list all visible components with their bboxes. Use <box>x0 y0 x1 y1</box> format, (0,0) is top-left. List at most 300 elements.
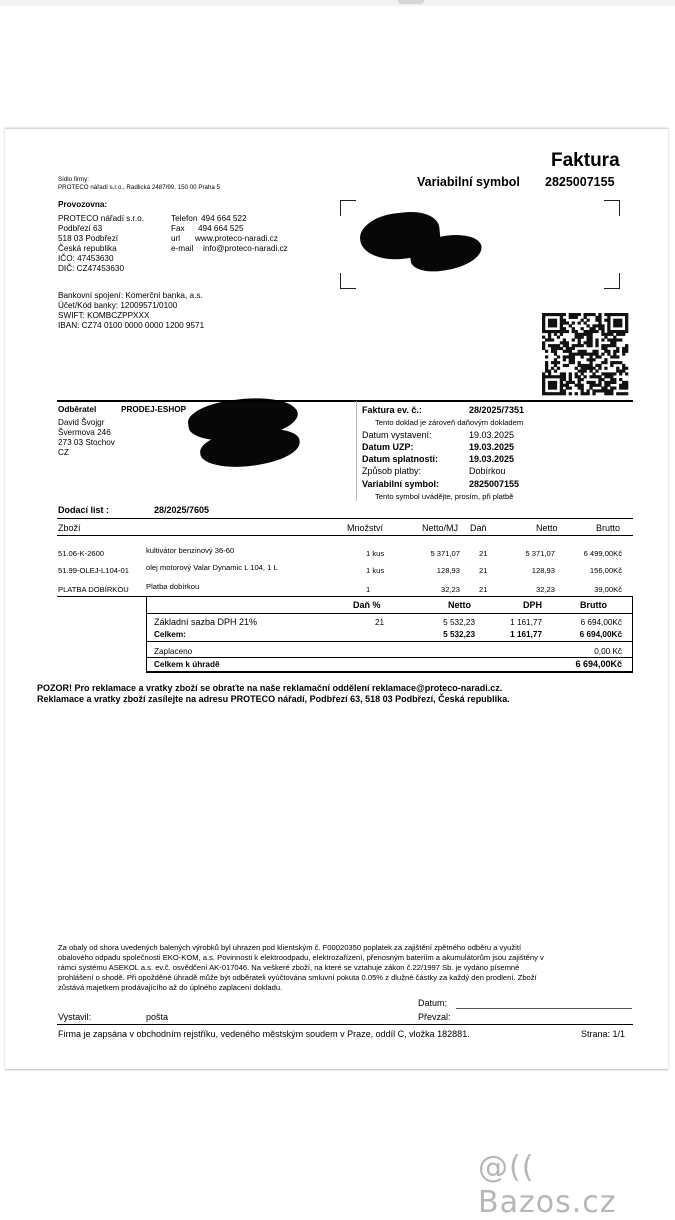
qr-module <box>601 344 604 347</box>
qr-module <box>578 321 581 324</box>
qr-module <box>548 384 551 387</box>
footer-rule <box>57 1024 633 1025</box>
qr-module <box>613 336 616 339</box>
qr-module <box>586 353 589 356</box>
qr-module <box>566 350 569 353</box>
qr-module <box>616 367 619 370</box>
eko-text-line: obalového odpadu společnosti EKO-KOM, a.s. Povinnosti k elektroodpadu, elektrozařízení, přenosným bateriím a akumulátorům jsou zajištěny v <box>58 953 544 962</box>
qr-module <box>586 364 589 367</box>
qr-module <box>560 384 563 387</box>
qr-module <box>566 381 569 384</box>
qr-module <box>548 344 551 347</box>
qr-module <box>589 364 592 367</box>
qr-module <box>578 378 581 381</box>
qr-module <box>595 353 598 356</box>
qr-module <box>581 319 584 322</box>
qr-module <box>584 313 587 316</box>
qr-module <box>625 327 628 330</box>
qr-module <box>586 338 589 341</box>
bazos-watermark: @(( Bazos.cz <box>478 1150 617 1220</box>
qr-module <box>625 330 628 333</box>
qr-module <box>601 361 604 364</box>
qr-module <box>622 313 625 316</box>
qr-module <box>575 392 578 395</box>
bank-swift: SWIFT: KOMBCZPPXXX <box>58 311 150 320</box>
summary-left-rule <box>146 596 147 672</box>
qr-module <box>551 321 554 324</box>
qr-module <box>560 378 563 381</box>
qr-module <box>578 341 581 344</box>
qr-module <box>625 313 628 316</box>
qr-module <box>584 367 587 370</box>
qr-module <box>581 367 584 370</box>
qr-module <box>589 344 592 347</box>
qr-module <box>572 321 575 324</box>
qr-module <box>578 333 581 336</box>
qr-module <box>586 367 589 370</box>
qr-module <box>569 313 572 316</box>
qr-module <box>589 341 592 344</box>
qr-module <box>542 327 545 330</box>
qr-module <box>542 313 545 316</box>
qr-module <box>607 338 610 341</box>
qr-module <box>595 350 598 353</box>
qr-module <box>604 361 607 364</box>
qr-module <box>595 355 598 358</box>
qr-module <box>613 378 616 381</box>
due-date-value: 19.03.2025 <box>469 454 515 464</box>
qr-module <box>548 392 551 395</box>
qr-module <box>563 378 566 381</box>
col-header-tax: Daň <box>470 523 487 533</box>
summary-header-vat: DPH <box>523 600 543 610</box>
complaint-notice-line2: Reklamace a vratky zboží zasílejte na adresu PROTECO nářadí, Podbřezí 63, 518 03 Podbřezí, Česká republika. <box>37 694 510 704</box>
qr-module <box>554 392 557 395</box>
qr-module <box>604 389 607 392</box>
qr-module <box>578 338 581 341</box>
qr-module <box>572 347 575 350</box>
qr-module <box>572 355 575 358</box>
qr-module <box>548 336 551 339</box>
qr-module <box>581 392 584 395</box>
qr-module <box>616 338 619 341</box>
qr-module <box>551 324 554 327</box>
qr-module <box>545 375 548 378</box>
customer-street: Švermova 246 <box>58 428 111 437</box>
qr-module <box>610 364 613 367</box>
qr-module <box>575 384 578 387</box>
qr-module <box>563 350 566 353</box>
eko-text-line: zůstává majetkem prodávajícího až do úplného zaplacení dokladu. <box>58 983 283 992</box>
qr-module <box>589 358 592 361</box>
qr-module <box>598 355 601 358</box>
qr-module <box>569 378 572 381</box>
item-tax: 21 <box>479 549 488 558</box>
invoice-number-label: Faktura ev. č.: <box>362 405 422 415</box>
eko-text-line: Za obaly od shora uvedených balených výrobků byl uhrazen pod klientským č. F00020350 poplatek za zajištění zpětného odběru a využití <box>58 943 522 952</box>
address-window-corner-tr <box>604 200 620 216</box>
bank-iban: IBAN: CZ74 0100 0000 0000 1200 9571 <box>58 321 205 330</box>
qr-module <box>610 341 613 344</box>
qr-module <box>607 330 610 333</box>
qr-module <box>604 347 607 350</box>
bank-name: Bankovní spojení: Komerční banka, a.s. <box>58 291 203 300</box>
qr-module <box>598 375 601 378</box>
qr-module <box>604 367 607 370</box>
qr-module <box>625 367 628 370</box>
qr-module <box>604 372 607 375</box>
qr-module <box>563 338 566 341</box>
contact-url-value[interactable]: www.proteco-naradi.cz <box>195 234 278 243</box>
item-name: kultivátor benzinový 36-60 <box>146 546 235 555</box>
qr-module <box>622 364 625 367</box>
qr-module <box>551 313 554 316</box>
qr-module <box>554 358 557 361</box>
customer-country: CZ <box>58 448 69 457</box>
summary-header-gross: Brutto <box>580 600 607 610</box>
qr-module <box>604 350 607 353</box>
qr-module <box>598 384 601 387</box>
qr-module <box>604 333 607 336</box>
qr-module <box>569 392 572 395</box>
qr-module <box>592 350 595 353</box>
qr-module <box>598 389 601 392</box>
amount-due-value: 6 694,00Kč <box>575 659 622 669</box>
qr-module <box>589 330 592 333</box>
qr-module <box>592 313 595 316</box>
qr-module <box>589 375 592 378</box>
qr-module <box>586 333 589 336</box>
qr-module <box>545 392 548 395</box>
eko-text-line: prohlášení o shodě. Při opožděné úhradě může být odběrateli vyúčtována smluvní pokuta 0.05% z dlužné částky za každý den prodlení. Zboží <box>58 973 537 982</box>
qr-module <box>601 347 604 350</box>
qr-module <box>625 372 628 375</box>
qr-module <box>569 324 572 327</box>
qr-module <box>554 313 557 316</box>
qr-module <box>545 361 548 364</box>
qr-module <box>589 327 592 330</box>
qr-module <box>586 324 589 327</box>
qr-module <box>607 333 610 336</box>
qr-module <box>560 333 563 336</box>
qr-module <box>566 355 569 358</box>
item-gross: 6 499,00Kč <box>583 549 622 558</box>
qr-module <box>595 316 598 319</box>
qr-module <box>616 361 619 364</box>
qr-module <box>592 358 595 361</box>
qr-module <box>592 353 595 356</box>
qr-module <box>557 313 560 316</box>
table-header-rule <box>57 535 633 536</box>
qr-module <box>578 370 581 373</box>
qr-module <box>566 344 569 347</box>
summary-paid-rule <box>146 657 633 658</box>
qr-module <box>542 344 545 347</box>
qr-module <box>560 372 563 375</box>
qr-module <box>613 338 616 341</box>
qr-module <box>545 370 548 373</box>
doc-title: Faktura <box>551 150 620 171</box>
item-qty: 1 kus <box>366 566 385 575</box>
qr-module <box>592 367 595 370</box>
qr-module <box>584 321 587 324</box>
qr-module <box>557 330 560 333</box>
qr-module <box>619 319 622 322</box>
qr-module <box>566 330 569 333</box>
qr-module <box>542 387 545 390</box>
qr-module <box>542 372 545 375</box>
qr-module <box>554 375 557 378</box>
qr-module <box>622 367 625 370</box>
qr-module <box>613 324 616 327</box>
qr-module <box>584 330 587 333</box>
qr-module <box>598 367 601 370</box>
qr-module <box>616 355 619 358</box>
company-register: Firma je zapsána v obchodním rejstříku, vedeného městským soudem v Praze, oddíl C, vložka 182881. <box>58 1029 470 1039</box>
summary-header-rule <box>146 613 633 614</box>
item-unit-net: 5 371,07 <box>430 549 460 558</box>
summary-right-rule <box>632 596 633 672</box>
qr-module <box>572 361 575 364</box>
qr-module <box>545 313 548 316</box>
qr-module <box>589 387 592 390</box>
qr-module <box>619 392 622 395</box>
vat-base-gross: 6 694,00Kč <box>580 618 622 627</box>
col-header-net: Netto <box>536 523 558 533</box>
qr-module <box>616 324 619 327</box>
qr-module <box>581 372 584 375</box>
paid-value: 0,00 Kč <box>594 647 622 656</box>
qr-module <box>548 330 551 333</box>
vat-base-net: 5 532,23 <box>443 618 475 627</box>
issue-date-label: Datum vystavení: <box>362 430 432 440</box>
qr-module <box>563 375 566 378</box>
qr-module <box>613 353 616 356</box>
qr-module <box>586 330 589 333</box>
qr-module <box>560 327 563 330</box>
customer-type: PRODEJ-ESHOP <box>121 405 187 414</box>
qr-module <box>560 375 563 378</box>
qr-module <box>625 381 628 384</box>
date-label: Datum: <box>418 998 448 1008</box>
qr-module <box>557 344 560 347</box>
qr-module <box>548 375 551 378</box>
qr-module <box>589 367 592 370</box>
item-net: 5 371,07 <box>525 549 555 558</box>
uzp-date-value: 19.03.2025 <box>469 442 515 452</box>
qr-module <box>554 370 557 373</box>
info-divider <box>356 401 357 501</box>
qr-module <box>589 355 592 358</box>
item-code: PLATBA DOBÍRKOU <box>58 585 129 594</box>
qr-module <box>607 321 610 324</box>
qr-module <box>610 389 613 392</box>
qr-module <box>610 378 613 381</box>
complaint-notice-line1: POZOR! Pro reklamace a vratky zboží se obraťte na naše reklamační oddělení reklamace@proteco-naradi.cz. <box>37 683 503 693</box>
qr-module <box>581 353 584 356</box>
qr-module <box>607 350 610 353</box>
vat-base-vat: 1 161,77 <box>510 618 542 627</box>
qr-module <box>622 392 625 395</box>
qr-module <box>584 353 587 356</box>
qr-module <box>589 361 592 364</box>
qr-module <box>542 321 545 324</box>
qr-module <box>563 327 566 330</box>
vs-note: Tento symbol uvádějte, prosím, při platbě <box>375 492 514 501</box>
summary-header-net: Netto <box>448 600 471 610</box>
qr-module <box>601 372 604 375</box>
contact-fax-label: Fax <box>171 224 185 233</box>
qr-module <box>560 324 563 327</box>
qr-module <box>542 389 545 392</box>
qr-module <box>607 327 610 330</box>
summary-header-rate: Daň % <box>353 600 381 610</box>
qr-module <box>551 350 554 353</box>
qr-module <box>542 392 545 395</box>
total-vat: 1 161,77 <box>510 630 542 639</box>
qr-module <box>575 375 578 378</box>
item-tax: 21 <box>479 566 488 575</box>
qr-module <box>542 341 545 344</box>
qr-module <box>578 364 581 367</box>
col-header-goods: Zboží <box>58 523 81 533</box>
qr-module <box>619 384 622 387</box>
qr-module <box>545 338 548 341</box>
qr-module <box>619 313 622 316</box>
qr-module <box>551 330 554 333</box>
item-gross: 156,00Kč <box>589 566 622 575</box>
qr-module <box>545 330 548 333</box>
qr-module <box>554 381 557 384</box>
date-rule <box>456 1008 632 1009</box>
qr-module <box>578 375 581 378</box>
vat-base-rate: 21 <box>375 618 385 627</box>
qr-module <box>548 313 551 316</box>
qr-module <box>551 338 554 341</box>
qr-module <box>578 336 581 339</box>
eko-text-line: rámci systému ASEKOL a.s. ev.č. osvědčení AK-017046. Na veškeré zboží, na které se vztahuje zákon č.22/1997 Sb. je vydáno písemné <box>58 963 520 972</box>
issued-by-label: Vystavil: <box>58 1012 92 1022</box>
qr-module <box>581 389 584 392</box>
qr-module <box>616 392 619 395</box>
variable-symbol-value: 2825007155 <box>545 175 615 189</box>
customer-city: 273 03 Stochov <box>58 438 115 447</box>
qr-module <box>619 321 622 324</box>
qr-module <box>584 333 587 336</box>
item-qty: 1 kus <box>366 549 385 558</box>
qr-module <box>622 387 625 390</box>
table-top-rule <box>57 518 633 519</box>
qr-module <box>575 330 578 333</box>
qr-module <box>575 313 578 316</box>
qr-module <box>619 387 622 390</box>
qr-module <box>598 319 601 322</box>
qr-module <box>625 321 628 324</box>
qr-module <box>569 387 572 390</box>
qr-module <box>625 392 628 395</box>
qr-module <box>595 338 598 341</box>
qr-module <box>601 338 604 341</box>
qr-module <box>554 347 557 350</box>
qr-module <box>601 378 604 381</box>
qr-module <box>551 392 554 395</box>
qr-module <box>589 370 592 373</box>
qr-module <box>604 381 607 384</box>
qr-module <box>578 384 581 387</box>
qr-module <box>557 392 560 395</box>
qr-module <box>604 387 607 390</box>
qr-module <box>548 321 551 324</box>
qr-module <box>598 378 601 381</box>
supplier-dic: DIČ: CZ47453630 <box>58 264 124 273</box>
qr-module <box>595 330 598 333</box>
qr-module <box>554 364 557 367</box>
qr-module <box>601 327 604 330</box>
qr-module <box>619 378 622 381</box>
qr-module <box>604 319 607 322</box>
qr-module <box>584 350 587 353</box>
qr-module <box>542 381 545 384</box>
qr-module <box>581 384 584 387</box>
payment-method-value: Dobírkou <box>469 466 506 476</box>
uzp-date-label: Datum UZP: <box>362 442 414 452</box>
qr-module <box>613 330 616 333</box>
contact-phone-label: Telefon <box>171 214 198 223</box>
qr-module <box>610 355 613 358</box>
total-gross: 6 694,00Kč <box>579 630 622 639</box>
qr-module <box>563 372 566 375</box>
item-tax: 21 <box>479 585 488 594</box>
qr-module <box>563 364 566 367</box>
qr-module <box>557 375 560 378</box>
qr-module <box>613 355 616 358</box>
qr-module <box>622 353 625 356</box>
qr-module <box>607 344 610 347</box>
supplier-city: 518 03 Podbřezí <box>58 234 119 243</box>
qr-module <box>542 375 545 378</box>
qr-module <box>607 353 610 356</box>
qr-module <box>569 353 572 356</box>
qr-module <box>578 387 581 390</box>
qr-module <box>592 324 595 327</box>
address-window-corner-br <box>604 273 620 289</box>
qr-module <box>548 370 551 373</box>
qr-module <box>592 392 595 395</box>
qr-module <box>563 313 566 316</box>
paid-label: Zaplaceno <box>154 647 193 656</box>
qr-module <box>563 319 566 322</box>
qr-module <box>563 358 566 361</box>
contact-email-value[interactable]: info@proteco-naradi.cz <box>203 244 288 253</box>
qr-module <box>554 321 557 324</box>
qr-module <box>572 344 575 347</box>
qr-module <box>610 387 613 390</box>
qr-module <box>542 324 545 327</box>
qr-module <box>554 319 557 322</box>
qr-module <box>554 384 557 387</box>
qr-module <box>601 330 604 333</box>
qr-module <box>625 319 628 322</box>
delivery-note-label: Dodací list : <box>58 505 110 515</box>
qr-module <box>572 338 575 341</box>
qr-module <box>616 321 619 324</box>
qr-module <box>578 350 581 353</box>
section-divider <box>57 400 633 402</box>
qr-module <box>613 321 616 324</box>
qr-module <box>557 355 560 358</box>
qr-module <box>554 344 557 347</box>
qr-module <box>610 381 613 384</box>
